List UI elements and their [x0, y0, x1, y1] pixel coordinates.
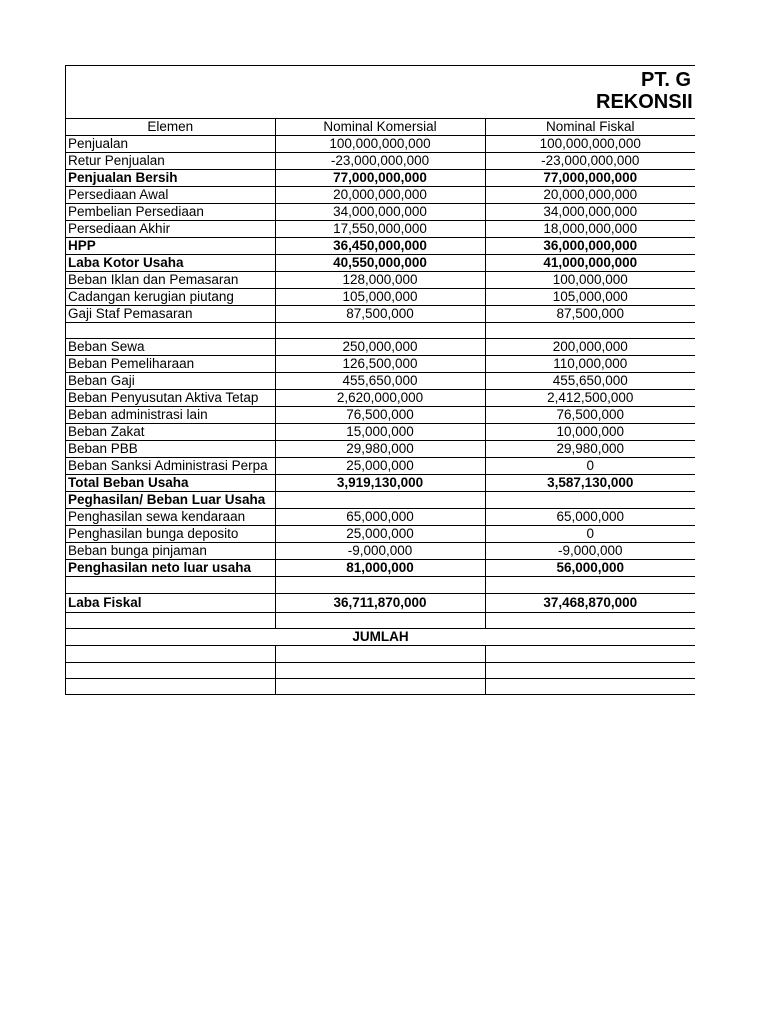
table-row: [66, 238, 695, 255]
table-row: [66, 458, 695, 475]
cell-elemen[interactable]: Penjualan: [66, 136, 275, 153]
cell-elemen[interactable]: Laba Kotor Usaha: [66, 255, 275, 272]
cell-nominal-komersial[interactable]: 25,000,000: [275, 458, 485, 475]
table-row: [66, 289, 695, 306]
cell-nominal-fiskal[interactable]: 34,000,000,000: [485, 204, 695, 221]
cell-elemen[interactable]: Beban Pemeliharaan: [66, 356, 275, 373]
cell-nominal-komersial[interactable]: 36,711,870,000: [275, 593, 485, 612]
cell-nominal-fiskal[interactable]: 455,650,000: [485, 373, 695, 390]
table-row: [66, 323, 695, 339]
table-row: [66, 543, 695, 560]
table-row: [66, 577, 695, 593]
cell-nominal-fiskal[interactable]: 105,000,000: [485, 289, 695, 306]
cell-elemen[interactable]: Total Beban Usaha: [66, 475, 275, 492]
cell-elemen[interactable]: Beban PBB: [66, 441, 275, 458]
blank-cell[interactable]: [66, 678, 275, 694]
spreadsheet: [65, 65, 695, 695]
cell-elemen[interactable]: Persediaan Akhir: [66, 221, 275, 238]
table-row: [66, 373, 695, 390]
blank-cell[interactable]: [275, 646, 485, 662]
cell-nominal-fiskal[interactable]: 87,500,000: [485, 306, 695, 323]
cell-nominal-komersial[interactable]: -23,000,000,000: [275, 153, 485, 170]
cell-nominal-komersial[interactable]: 34,000,000,000: [275, 204, 485, 221]
cell-elemen[interactable]: Beban Zakat: [66, 424, 275, 441]
cell-elemen[interactable]: HPP: [66, 238, 275, 255]
cell-nominal-fiskal[interactable]: [485, 323, 695, 339]
table-row: [66, 509, 695, 526]
cell-elemen[interactable]: Laba Fiskal: [66, 593, 275, 612]
header-nominal-komersial[interactable]: Nominal Komersial: [275, 119, 485, 136]
table-row: [66, 221, 695, 238]
cell-nominal-komersial[interactable]: 100,000,000,000: [275, 136, 485, 153]
cell-elemen[interactable]: Beban Penyusutan Aktiva Tetap: [66, 390, 275, 407]
blank-cell[interactable]: [485, 678, 695, 694]
table-row: [66, 424, 695, 441]
title-block: [66, 66, 695, 119]
cell-nominal-komersial[interactable]: 40,550,000,000: [275, 255, 485, 272]
header-elemen[interactable]: Elemen: [66, 119, 275, 136]
cell-nominal-komersial[interactable]: [275, 323, 485, 339]
cell-nominal-komersial[interactable]: [275, 577, 485, 593]
blank-cell[interactable]: [485, 662, 695, 678]
cell-nominal-komersial[interactable]: 2,620,000,000: [275, 390, 485, 407]
cell-elemen[interactable]: Beban Iklan dan Pemasaran: [66, 272, 275, 289]
cell-elemen[interactable]: [66, 612, 275, 628]
cell-elemen[interactable]: Penghasilan sewa kendaraan: [66, 509, 275, 526]
cell-nominal-komersial[interactable]: -9,000,000: [275, 543, 485, 560]
cell-elemen[interactable]: Persediaan Awal: [66, 187, 275, 204]
cell-elemen[interactable]: Pembelian Persediaan: [66, 204, 275, 221]
cell-nominal-komersial[interactable]: 77,000,000,000: [275, 170, 485, 187]
blank-row: [66, 662, 695, 678]
jumlah-label[interactable]: JUMLAH: [66, 629, 695, 646]
blank-cell[interactable]: [66, 662, 275, 678]
cell-nominal-fiskal[interactable]: 0: [485, 458, 695, 475]
cell-elemen[interactable]: [66, 577, 275, 593]
cell-nominal-komersial[interactable]: 36,450,000,000: [275, 238, 485, 255]
cell-nominal-fiskal[interactable]: 200,000,000: [485, 339, 695, 356]
cell-nominal-fiskal[interactable]: -9,000,000: [485, 543, 695, 560]
cell-elemen[interactable]: Cadangan kerugian piutang: [66, 289, 275, 306]
cell-nominal-komersial[interactable]: 81,000,000: [275, 560, 485, 577]
cell-elemen[interactable]: Gaji Staf Pemasaran: [66, 306, 275, 323]
table-row: [66, 356, 695, 373]
blank-cell[interactable]: [275, 678, 485, 694]
cell-nominal-komersial[interactable]: 3,919,130,000: [275, 475, 485, 492]
blank-cell[interactable]: [485, 646, 695, 662]
table-row: [66, 560, 695, 577]
cell-nominal-fiskal[interactable]: [485, 492, 695, 509]
cell-nominal-komersial[interactable]: 455,650,000: [275, 373, 485, 390]
header-nominal-fiskal[interactable]: Nominal Fiskal: [485, 119, 695, 136]
cell-nominal-fiskal[interactable]: 110,000,000: [485, 356, 695, 373]
table-row: [66, 187, 695, 204]
cell-nominal-fiskal[interactable]: 77,000,000,000: [485, 170, 695, 187]
cell-elemen[interactable]: Beban bunga pinjaman: [66, 543, 275, 560]
table-row: [66, 526, 695, 543]
cell-elemen[interactable]: Retur Penjualan: [66, 153, 275, 170]
cell-nominal-fiskal[interactable]: 56,000,000: [485, 560, 695, 577]
reconciliation-table: [66, 119, 695, 695]
cell-elemen[interactable]: Penjualan Bersih: [66, 170, 275, 187]
cell-nominal-fiskal[interactable]: 65,000,000: [485, 509, 695, 526]
table-row: [66, 492, 695, 509]
cell-nominal-fiskal[interactable]: [485, 577, 695, 593]
cell-nominal-fiskal[interactable]: 3,587,130,000: [485, 475, 695, 492]
cell-nominal-fiskal[interactable]: 0: [485, 526, 695, 543]
cell-nominal-fiskal[interactable]: 2,412,500,000: [485, 390, 695, 407]
table-row: [66, 272, 695, 289]
table-row: [66, 136, 695, 153]
cell-nominal-komersial[interactable]: 250,000,000: [275, 339, 485, 356]
company-title: PT. G: [641, 69, 692, 91]
cell-nominal-fiskal[interactable]: 100,000,000: [485, 272, 695, 289]
cell-nominal-komersial[interactable]: 87,500,000: [275, 306, 485, 323]
cell-nominal-komersial[interactable]: 29,980,000: [275, 441, 485, 458]
cell-nominal-fiskal[interactable]: 37,468,870,000: [485, 593, 695, 612]
cell-nominal-fiskal[interactable]: 29,980,000: [485, 441, 695, 458]
table-row: [66, 255, 695, 272]
cell-elemen[interactable]: [66, 323, 275, 339]
table-row: [66, 475, 695, 492]
table-row: [66, 593, 695, 612]
cell-nominal-fiskal[interactable]: -23,000,000,000: [485, 153, 695, 170]
table-row: [66, 339, 695, 356]
cell-nominal-komersial[interactable]: 128,000,000: [275, 272, 485, 289]
cell-nominal-komersial[interactable]: 15,000,000: [275, 424, 485, 441]
cell-nominal-fiskal[interactable]: 10,000,000: [485, 424, 695, 441]
header-row: [66, 119, 695, 136]
cell-nominal-komersial[interactable]: 105,000,000: [275, 289, 485, 306]
cell-nominal-komersial[interactable]: 76,500,000: [275, 407, 485, 424]
cell-nominal-komersial[interactable]: 17,550,000,000: [275, 221, 485, 238]
cell-nominal-komersial[interactable]: [275, 492, 485, 509]
table-row: [66, 153, 695, 170]
table-row: [66, 306, 695, 323]
table-row: [66, 612, 695, 628]
table-row: [66, 441, 695, 458]
cell-nominal-komersial[interactable]: 25,000,000: [275, 526, 485, 543]
table-row: [66, 170, 695, 187]
blank-cell[interactable]: [66, 646, 275, 662]
cell-elemen[interactable]: Beban Sewa: [66, 339, 275, 356]
cell-nominal-komersial[interactable]: [275, 612, 485, 628]
cell-elemen[interactable]: Beban Gaji: [66, 373, 275, 390]
cell-nominal-fiskal[interactable]: 41,000,000,000: [485, 255, 695, 272]
cell-nominal-komersial[interactable]: 20,000,000,000: [275, 187, 485, 204]
blank-cell[interactable]: [275, 662, 485, 678]
cell-elemen[interactable]: Penghasilan bunga deposito: [66, 526, 275, 543]
cell-elemen[interactable]: Peghasilan/ Beban Luar Usaha: [66, 492, 275, 509]
cell-elemen[interactable]: Penghasilan neto luar usaha: [66, 560, 275, 577]
report-title: REKONSII: [596, 91, 693, 113]
jumlah-row: [66, 629, 695, 646]
blank-row: [66, 646, 695, 662]
cell-nominal-komersial[interactable]: 126,500,000: [275, 356, 485, 373]
cell-nominal-fiskal[interactable]: 20,000,000,000: [485, 187, 695, 204]
cell-nominal-fiskal[interactable]: 76,500,000: [485, 407, 695, 424]
cell-nominal-fiskal[interactable]: [485, 612, 695, 628]
cell-nominal-komersial[interactable]: 65,000,000: [275, 509, 485, 526]
table-row: [66, 204, 695, 221]
cell-nominal-fiskal[interactable]: 36,000,000,000: [485, 238, 695, 255]
table-row: [66, 390, 695, 407]
cell-elemen[interactable]: Beban Sanksi Administrasi Perpa: [66, 458, 275, 475]
blank-row: [66, 678, 695, 694]
cell-nominal-fiskal[interactable]: 100,000,000,000: [485, 136, 695, 153]
cell-nominal-fiskal[interactable]: 18,000,000,000: [485, 221, 695, 238]
table-row: [66, 407, 695, 424]
cell-elemen[interactable]: Beban administrasi lain: [66, 407, 275, 424]
